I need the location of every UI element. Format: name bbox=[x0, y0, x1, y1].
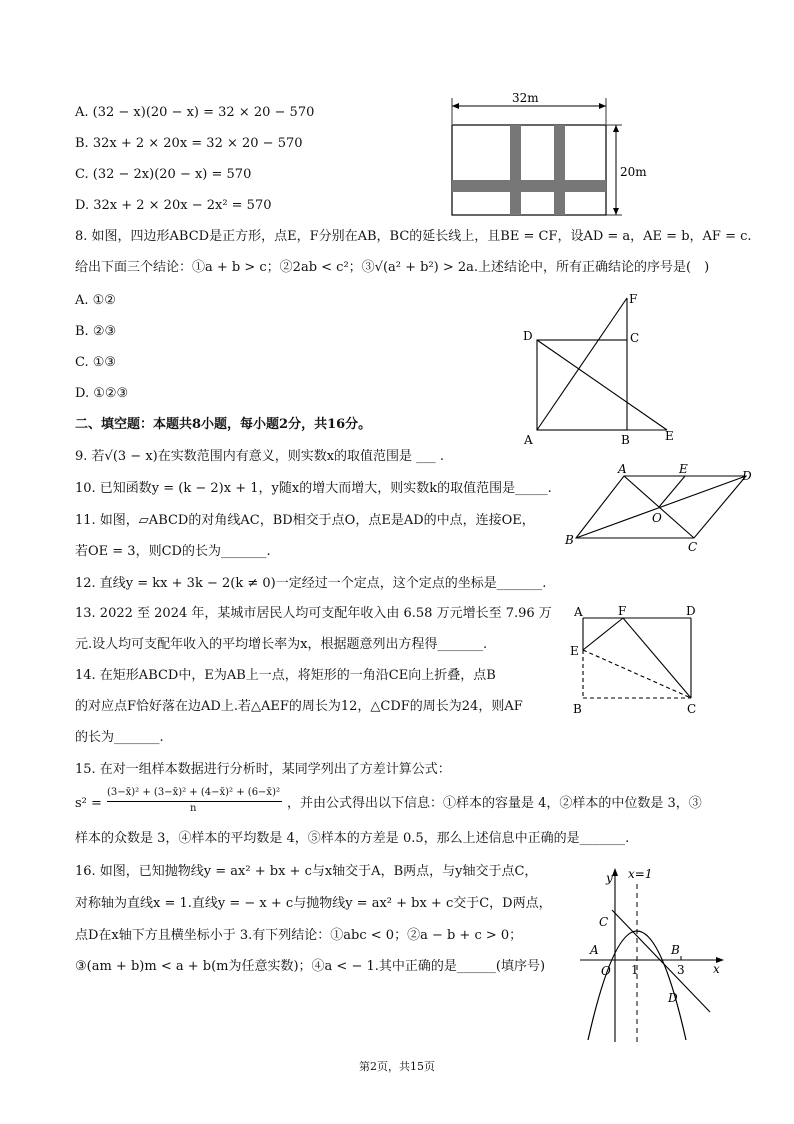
label-a: A bbox=[524, 433, 533, 447]
label-d: D bbox=[742, 469, 752, 483]
section-fill-in-heading: 二、填空题：本题共8小题，每小题2分，共16分。 bbox=[75, 417, 372, 432]
label-d: D bbox=[523, 329, 533, 343]
line-cd bbox=[612, 910, 710, 1012]
q14-line3: 的长为_______. bbox=[75, 730, 164, 745]
q7-option-a: A. (32 − x)(20 − x) = 32 × 20 − 570 bbox=[75, 105, 315, 120]
q7-field-figure bbox=[440, 90, 647, 225]
label-tick-3: 3 bbox=[677, 963, 685, 977]
road-vertical-1 bbox=[510, 125, 521, 215]
label-o: O bbox=[652, 511, 662, 525]
q15-line3: 样本的众数是 3，④样本的平均数是 4，⑤样本的方差是 0.5，那么上述信息中正确的是_______. bbox=[75, 831, 630, 846]
q12-text: 12. 直线y = kx + 3k − 2(k ≠ 0)一定经过一个定点，这个定点的坐标是_______. bbox=[75, 576, 547, 591]
q8-option-d: D. ①②③ bbox=[75, 386, 129, 401]
label-y: y bbox=[606, 871, 613, 885]
fold-line-ec bbox=[583, 650, 691, 698]
label-c: C bbox=[630, 331, 640, 345]
formula-lhs: s² = bbox=[75, 796, 102, 811]
label-d: D bbox=[668, 991, 678, 1005]
label-d: D bbox=[686, 604, 696, 618]
label-a: A bbox=[590, 943, 599, 957]
label-x-equals-1: x=1 bbox=[628, 867, 653, 881]
label-e: E bbox=[665, 429, 674, 443]
label-c: C bbox=[688, 540, 698, 554]
q16-line3: 点D在x轴下方且横坐标小于 3.有下列结论：①abc < 0；②a − b + c > 0； bbox=[75, 928, 523, 943]
q14-rectangle-figure bbox=[565, 600, 715, 720]
label-b: B bbox=[671, 943, 680, 957]
q16-line4: ③(am + b)m < a + b(m为任意实数)；④a < − 1.其中正确的是______(填序号) bbox=[75, 959, 546, 974]
q15-variance-formula bbox=[75, 787, 775, 821]
q11-parallelogram-figure bbox=[560, 456, 760, 556]
formula-numerator: (3−x̄)² + (3−x̄)² + (4−x̄)² + (6−x̄)² bbox=[107, 787, 280, 798]
formula-tail: ，并由公式得出以下信息：①样本的容量是 4，②样本的中位数是 3，③ bbox=[287, 796, 702, 811]
label-c: C bbox=[599, 915, 609, 929]
q8-square-figure bbox=[515, 288, 690, 448]
segment-af bbox=[537, 298, 627, 430]
segment-ef bbox=[583, 618, 623, 650]
field-rect bbox=[452, 125, 606, 215]
formula-denominator: n bbox=[190, 803, 197, 814]
label-e: E bbox=[679, 462, 688, 476]
q7-option-b: B. 32x + 2 × 20x = 32 × 20 − 570 bbox=[75, 136, 303, 151]
width-label: 32m bbox=[512, 91, 539, 105]
label-a: A bbox=[618, 462, 627, 476]
q16-line2: 对称轴为直线x = 1.直线y = − x + c与抛物线y = ax² + bx + c交于C，D两点， bbox=[75, 896, 552, 911]
q13-line1: 13. 2022 至 2024 年，某城市居民人均可支配年收入由 6.58 万元增长至 7.96 万 bbox=[75, 606, 552, 621]
page-footer: 第2页，共15页 bbox=[359, 1060, 435, 1073]
square-abcd bbox=[537, 340, 627, 430]
label-e: E bbox=[570, 644, 579, 658]
label-o: O bbox=[601, 964, 611, 978]
label-tick-1: 1 bbox=[631, 963, 639, 977]
q8-option-b: B. ②③ bbox=[75, 324, 117, 339]
q8-line2: 给出下面三个结论：①a + b > c；②2ab < c²；③√(a² + b²) > 2a.上述结论中，所有正确结论的序号是( ) bbox=[75, 260, 710, 275]
q7-option-d: D. 32x + 2 × 20x − 2x² = 570 bbox=[75, 198, 272, 213]
q14-line1: 14. 在矩形ABCD中，E为AB上一点，将矩形的一角沿CE向上折叠，点B bbox=[75, 668, 496, 683]
q15-line1: 15. 在对一组样本数据进行分析时，某同学列出了方差计算公式： bbox=[75, 762, 451, 777]
label-c: C bbox=[687, 702, 697, 716]
height-label: 20m bbox=[620, 165, 647, 179]
label-b: B bbox=[565, 533, 574, 547]
q8-option-a: A. ①② bbox=[75, 293, 116, 308]
q11-line1: 11. 如图，▱ABCD的对角线AC，BD相交于点O，点E是AD的中点，连接OE， bbox=[75, 513, 535, 528]
label-x: x bbox=[713, 962, 720, 976]
label-b: B bbox=[621, 433, 630, 447]
q9-text: 9. 若√(3 − x)在实数范围内有意义，则实数x的取值范围是 ___ . bbox=[75, 449, 444, 464]
label-b: B bbox=[573, 702, 582, 716]
q13-line2: 元.设人均可支配年收入的平均增长率为x，根据题意列出方程得_______. bbox=[75, 637, 488, 652]
road-vertical-2 bbox=[554, 125, 565, 215]
q14-line2: 的对应点F恰好落在边AD上.若△AEF的周长为12，△CDF的周长为24，则AF bbox=[75, 699, 523, 714]
label-f: F bbox=[618, 604, 627, 618]
q10-text: 10. 已知函数y = (k − 2)x + 1，y随x的增大而增大，则实数k的取值范围是_____. bbox=[75, 481, 552, 496]
label-a: A bbox=[574, 605, 583, 619]
segment-oe bbox=[659, 476, 685, 507]
segment-fc bbox=[623, 618, 691, 698]
label-f: F bbox=[629, 292, 638, 306]
q16-line1: 16. 如图，已知抛物线y = ax² + bx + c与x轴交于A，B两点，与y轴交于点C， bbox=[75, 864, 538, 879]
q7-option-c: C. (32 − 2x)(20 − x) = 570 bbox=[75, 167, 252, 182]
segment-de bbox=[537, 340, 667, 430]
q16-parabola-figure bbox=[570, 862, 730, 1047]
q8-line1: 8. 如图，四边形ABCD是正方形，点E，F分别在AB，BC的延长线上，且BE = CF，设AD = a，AE = b，AF = c. bbox=[75, 229, 752, 244]
q11-line2: 若OE = 3，则CD的长为_______. bbox=[75, 544, 271, 559]
q8-option-c: C. ①③ bbox=[75, 355, 117, 370]
road-horizontal bbox=[452, 180, 606, 192]
